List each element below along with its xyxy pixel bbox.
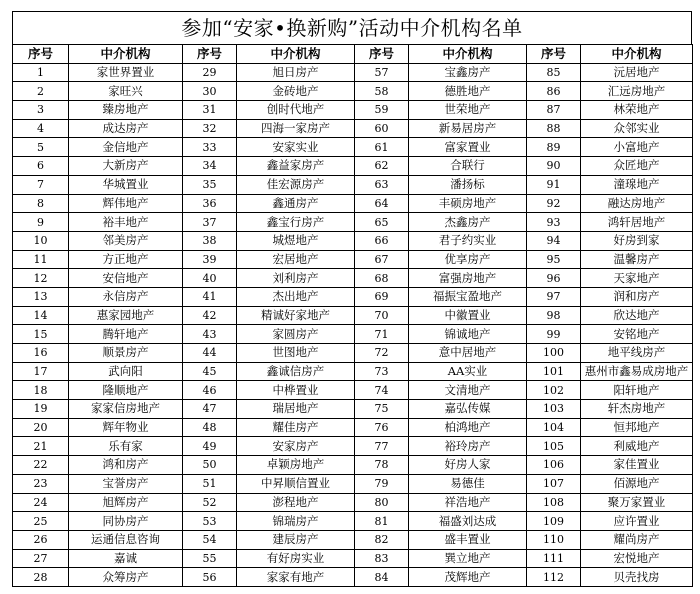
agency-name-cell: 宝誉房产 [69,474,183,493]
seq-cell: 32 [183,119,237,138]
seq-cell: 10 [13,231,69,250]
agency-name-cell: 君子约实业 [409,231,527,250]
agency-name-cell: 辉年物业 [69,418,183,437]
agency-name-cell: 温馨房产 [581,250,693,269]
agency-name-cell: 易德佳 [409,474,527,493]
seq-cell: 76 [355,418,409,437]
agency-list-sheet [12,11,692,587]
agency-name-cell: 恒邦地产 [581,418,693,437]
seq-cell: 55 [183,549,237,568]
header-seq: 序号 [13,45,69,64]
table-row [13,119,693,138]
seq-cell: 64 [355,194,409,213]
seq-cell: 23 [13,474,69,493]
seq-cell: 7 [13,175,69,194]
agency-name-cell: 运通信息咨询 [69,530,183,549]
seq-cell: 108 [527,493,581,512]
table-row [13,269,693,288]
agency-name-cell: 乐有家 [69,437,183,456]
agency-name-cell: 顺景房产 [69,344,183,363]
agency-name-cell: 天家地产 [581,269,693,288]
table-row [13,82,693,101]
table-row [13,362,693,381]
agency-name-cell: 瑞居地产 [237,400,355,419]
agency-name-cell: AA实业 [409,362,527,381]
agency-name-cell: 惠州市鑫易成房地产 [581,362,693,381]
agency-name-cell: 巽立地产 [409,549,527,568]
seq-cell: 102 [527,381,581,400]
table-row [13,418,693,437]
seq-cell: 110 [527,530,581,549]
agency-name-cell: 耀佳房产 [237,418,355,437]
seq-cell: 101 [527,362,581,381]
agency-name-cell: 澎程地产 [237,493,355,512]
agency-name-cell: 鑫通房产 [237,194,355,213]
seq-cell: 48 [183,418,237,437]
seq-cell: 49 [183,437,237,456]
table-row [13,344,693,363]
seq-cell: 104 [527,418,581,437]
seq-cell: 39 [183,250,237,269]
seq-cell: 11 [13,250,69,269]
agency-name-cell: 鸿轩居地产 [581,213,693,232]
agency-name-cell: 阳轩地产 [581,381,693,400]
agency-table [12,44,693,587]
agency-name-cell: 佰源地产 [581,474,693,493]
seq-cell: 50 [183,456,237,475]
seq-cell: 111 [527,549,581,568]
seq-cell: 37 [183,213,237,232]
agency-name-cell: 四海一家房产 [237,119,355,138]
table-row [13,474,693,493]
seq-cell: 13 [13,287,69,306]
agency-name-cell: 耀尚房产 [581,530,693,549]
seq-cell: 25 [13,512,69,531]
seq-cell: 96 [527,269,581,288]
seq-cell: 45 [183,362,237,381]
agency-name-cell: 聚万家置业 [581,493,693,512]
seq-cell: 71 [355,325,409,344]
agency-name-cell: 金信地产 [69,138,183,157]
seq-cell: 75 [355,400,409,419]
agency-name-cell: 潼瑔地产 [581,175,693,194]
agency-name-cell: 裕玲房产 [409,437,527,456]
agency-name-cell: 福盛刘达成 [409,512,527,531]
agency-name-cell: 地平线房产 [581,344,693,363]
agency-name-cell: 好房人家 [409,456,527,475]
header-agency: 中介机构 [237,45,355,64]
agency-name-cell: 应许置业 [581,512,693,531]
table-row [13,306,693,325]
seq-cell: 59 [355,101,409,120]
seq-cell: 112 [527,568,581,587]
seq-cell: 62 [355,157,409,176]
agency-name-cell: 鸿和房产 [69,456,183,475]
agency-name-cell: 富强房地产 [409,269,527,288]
agency-name-cell: 好房到家 [581,231,693,250]
agency-name-cell: 安家房产 [237,437,355,456]
agency-name-cell: 德胜地产 [409,82,527,101]
agency-name-cell: 众邻实业 [581,119,693,138]
seq-cell: 34 [183,157,237,176]
seq-cell: 103 [527,400,581,419]
agency-name-cell: 建辰房产 [237,530,355,549]
agency-name-cell: 沅居地产 [581,63,693,82]
agency-name-cell: 武向阳 [69,362,183,381]
seq-cell: 72 [355,344,409,363]
agency-name-cell: 世图地产 [237,344,355,363]
seq-cell: 1 [13,63,69,82]
agency-name-cell: 茂辉地产 [409,568,527,587]
table-row [13,138,693,157]
agency-name-cell: 柏鸿地产 [409,418,527,437]
agency-name-cell: 安铭地产 [581,325,693,344]
seq-cell: 68 [355,269,409,288]
agency-name-cell: 中桦置业 [237,381,355,400]
seq-cell: 100 [527,344,581,363]
seq-cell: 52 [183,493,237,512]
agency-name-cell: 家家有地产 [237,568,355,587]
table-row [13,549,693,568]
seq-cell: 14 [13,306,69,325]
seq-cell: 95 [527,250,581,269]
table-row [13,175,693,194]
table-row [13,250,693,269]
agency-name-cell: 臻房地产 [69,101,183,120]
table-row [13,231,693,250]
agency-name-cell: 裕丰地产 [69,213,183,232]
agency-name-cell: 城煜地产 [237,231,355,250]
agency-name-cell: 刘利房产 [237,269,355,288]
agency-name-cell: 福振宝盈地产 [409,287,527,306]
seq-cell: 107 [527,474,581,493]
header-agency: 中介机构 [409,45,527,64]
agency-name-cell: 旭辉房产 [69,493,183,512]
agency-name-cell: 成达房产 [69,119,183,138]
seq-cell: 85 [527,63,581,82]
seq-cell: 43 [183,325,237,344]
page-title: 参加“安家•换新购”活动中介机构名单 [12,11,692,44]
agency-name-cell: 融达房地产 [581,194,693,213]
table-row [13,456,693,475]
seq-cell: 38 [183,231,237,250]
agency-name-cell: 中徽置业 [409,306,527,325]
table-row [13,381,693,400]
seq-cell: 18 [13,381,69,400]
agency-name-cell: 盛丰置业 [409,530,527,549]
agency-name-cell: 杰出地产 [237,287,355,306]
agency-name-cell: 众匠地产 [581,157,693,176]
seq-cell: 31 [183,101,237,120]
seq-cell: 8 [13,194,69,213]
seq-cell: 54 [183,530,237,549]
agency-name-cell: 鑫宝行房产 [237,213,355,232]
agency-name-cell: 隆顺地产 [69,381,183,400]
agency-name-cell: 家圆房产 [237,325,355,344]
seq-cell: 105 [527,437,581,456]
seq-cell: 84 [355,568,409,587]
header-seq: 序号 [183,45,237,64]
seq-cell: 30 [183,82,237,101]
agency-name-cell: 宏居地产 [237,250,355,269]
agency-name-cell: 丰硕房地产 [409,194,527,213]
agency-name-cell: 世荣地产 [409,101,527,120]
agency-name-cell: 同协房产 [69,512,183,531]
seq-cell: 20 [13,418,69,437]
seq-cell: 3 [13,101,69,120]
seq-cell: 44 [183,344,237,363]
seq-cell: 21 [13,437,69,456]
agency-name-cell: 卓颖房地产 [237,456,355,475]
agency-name-cell: 创时代地产 [237,101,355,120]
seq-cell: 24 [13,493,69,512]
agency-name-cell: 汇远房地产 [581,82,693,101]
seq-cell: 2 [13,82,69,101]
seq-cell: 33 [183,138,237,157]
seq-cell: 63 [355,175,409,194]
agency-name-cell: 润和房产 [581,287,693,306]
seq-cell: 4 [13,119,69,138]
agency-name-cell: 金砖地产 [237,82,355,101]
seq-cell: 98 [527,306,581,325]
seq-cell: 81 [355,512,409,531]
seq-cell: 36 [183,194,237,213]
header-agency: 中介机构 [581,45,693,64]
agency-name-cell: 富家置业 [409,138,527,157]
agency-name-cell: 永信房产 [69,287,183,306]
seq-cell: 47 [183,400,237,419]
seq-cell: 58 [355,82,409,101]
agency-name-cell: 小富地产 [581,138,693,157]
seq-cell: 80 [355,493,409,512]
header-seq: 序号 [527,45,581,64]
seq-cell: 12 [13,269,69,288]
seq-cell: 53 [183,512,237,531]
agency-name-cell: 鑫益家房产 [237,157,355,176]
seq-cell: 74 [355,381,409,400]
seq-cell: 40 [183,269,237,288]
seq-cell: 92 [527,194,581,213]
seq-cell: 87 [527,101,581,120]
agency-name-cell: 潘扬标 [409,175,527,194]
seq-cell: 94 [527,231,581,250]
seq-cell: 66 [355,231,409,250]
seq-cell: 67 [355,250,409,269]
agency-name-cell: 邻美房产 [69,231,183,250]
header-seq: 序号 [355,45,409,64]
header-agency: 中介机构 [69,45,183,64]
seq-cell: 28 [13,568,69,587]
agency-name-cell: 锦瑞房产 [237,512,355,531]
seq-cell: 16 [13,344,69,363]
seq-cell: 9 [13,213,69,232]
seq-cell: 22 [13,456,69,475]
seq-cell: 17 [13,362,69,381]
agency-name-cell: 方正地产 [69,250,183,269]
seq-cell: 93 [527,213,581,232]
agency-name-cell: 精诚好家地产 [237,306,355,325]
seq-cell: 41 [183,287,237,306]
agency-name-cell: 佳宏源房产 [237,175,355,194]
agency-name-cell: 有好房实业 [237,549,355,568]
seq-cell: 27 [13,549,69,568]
agency-name-cell: 贝壳找房 [581,568,693,587]
agency-name-cell: 嘉弘传媒 [409,400,527,419]
table-row [13,493,693,512]
agency-name-cell: 祥浩地产 [409,493,527,512]
agency-name-cell: 大新房产 [69,157,183,176]
agency-name-cell: 家家信房地产 [69,400,183,419]
seq-cell: 61 [355,138,409,157]
table-row [13,101,693,120]
agency-name-cell: 旭日房产 [237,63,355,82]
seq-cell: 86 [527,82,581,101]
seq-cell: 26 [13,530,69,549]
agency-name-cell: 惠家园地产 [69,306,183,325]
seq-cell: 73 [355,362,409,381]
table-row [13,157,693,176]
seq-cell: 83 [355,549,409,568]
seq-cell: 91 [527,175,581,194]
seq-cell: 70 [355,306,409,325]
seq-cell: 46 [183,381,237,400]
seq-cell: 79 [355,474,409,493]
agency-name-cell: 家佳置业 [581,456,693,475]
table-row [13,194,693,213]
seq-cell: 6 [13,157,69,176]
agency-name-cell: 嘉诚 [69,549,183,568]
table-row [13,325,693,344]
agency-name-cell: 安信地产 [69,269,183,288]
seq-cell: 82 [355,530,409,549]
seq-cell: 89 [527,138,581,157]
agency-name-cell: 意中居地产 [409,344,527,363]
agency-name-cell: 家旺兴 [69,82,183,101]
table-row [13,568,693,587]
seq-cell: 15 [13,325,69,344]
agency-name-cell: 合联行 [409,157,527,176]
table-body [13,63,693,586]
agency-name-cell: 中昇顺信置业 [237,474,355,493]
seq-cell: 109 [527,512,581,531]
table-header-row [13,45,693,64]
seq-cell: 51 [183,474,237,493]
agency-name-cell: 辉伟地产 [69,194,183,213]
table-row [13,400,693,419]
seq-cell: 106 [527,456,581,475]
seq-cell: 90 [527,157,581,176]
agency-name-cell: 优享房产 [409,250,527,269]
seq-cell: 97 [527,287,581,306]
seq-cell: 77 [355,437,409,456]
agency-name-cell: 腾轩地产 [69,325,183,344]
table-row [13,213,693,232]
agency-name-cell: 林荣地产 [581,101,693,120]
table-row [13,63,693,82]
seq-cell: 69 [355,287,409,306]
seq-cell: 99 [527,325,581,344]
agency-name-cell: 宝鑫房产 [409,63,527,82]
seq-cell: 42 [183,306,237,325]
agency-name-cell: 杰鑫房产 [409,213,527,232]
seq-cell: 78 [355,456,409,475]
table-row [13,437,693,456]
agency-name-cell: 宏悦地产 [581,549,693,568]
table-row [13,530,693,549]
seq-cell: 60 [355,119,409,138]
seq-cell: 56 [183,568,237,587]
seq-cell: 57 [355,63,409,82]
agency-name-cell: 欣达地产 [581,306,693,325]
agency-name-cell: 家世界置业 [69,63,183,82]
agency-name-cell: 鑫诚信房产 [237,362,355,381]
agency-name-cell: 轩杰房地产 [581,400,693,419]
agency-name-cell: 新易居房产 [409,119,527,138]
agency-name-cell: 众筹房产 [69,568,183,587]
agency-name-cell: 安家实业 [237,138,355,157]
agency-name-cell: 华城置业 [69,175,183,194]
table-row [13,287,693,306]
seq-cell: 35 [183,175,237,194]
seq-cell: 29 [183,63,237,82]
seq-cell: 5 [13,138,69,157]
seq-cell: 65 [355,213,409,232]
agency-name-cell: 锦诚地产 [409,325,527,344]
agency-name-cell: 利威地产 [581,437,693,456]
table-row [13,512,693,531]
seq-cell: 88 [527,119,581,138]
seq-cell: 19 [13,400,69,419]
agency-name-cell: 文清地产 [409,381,527,400]
